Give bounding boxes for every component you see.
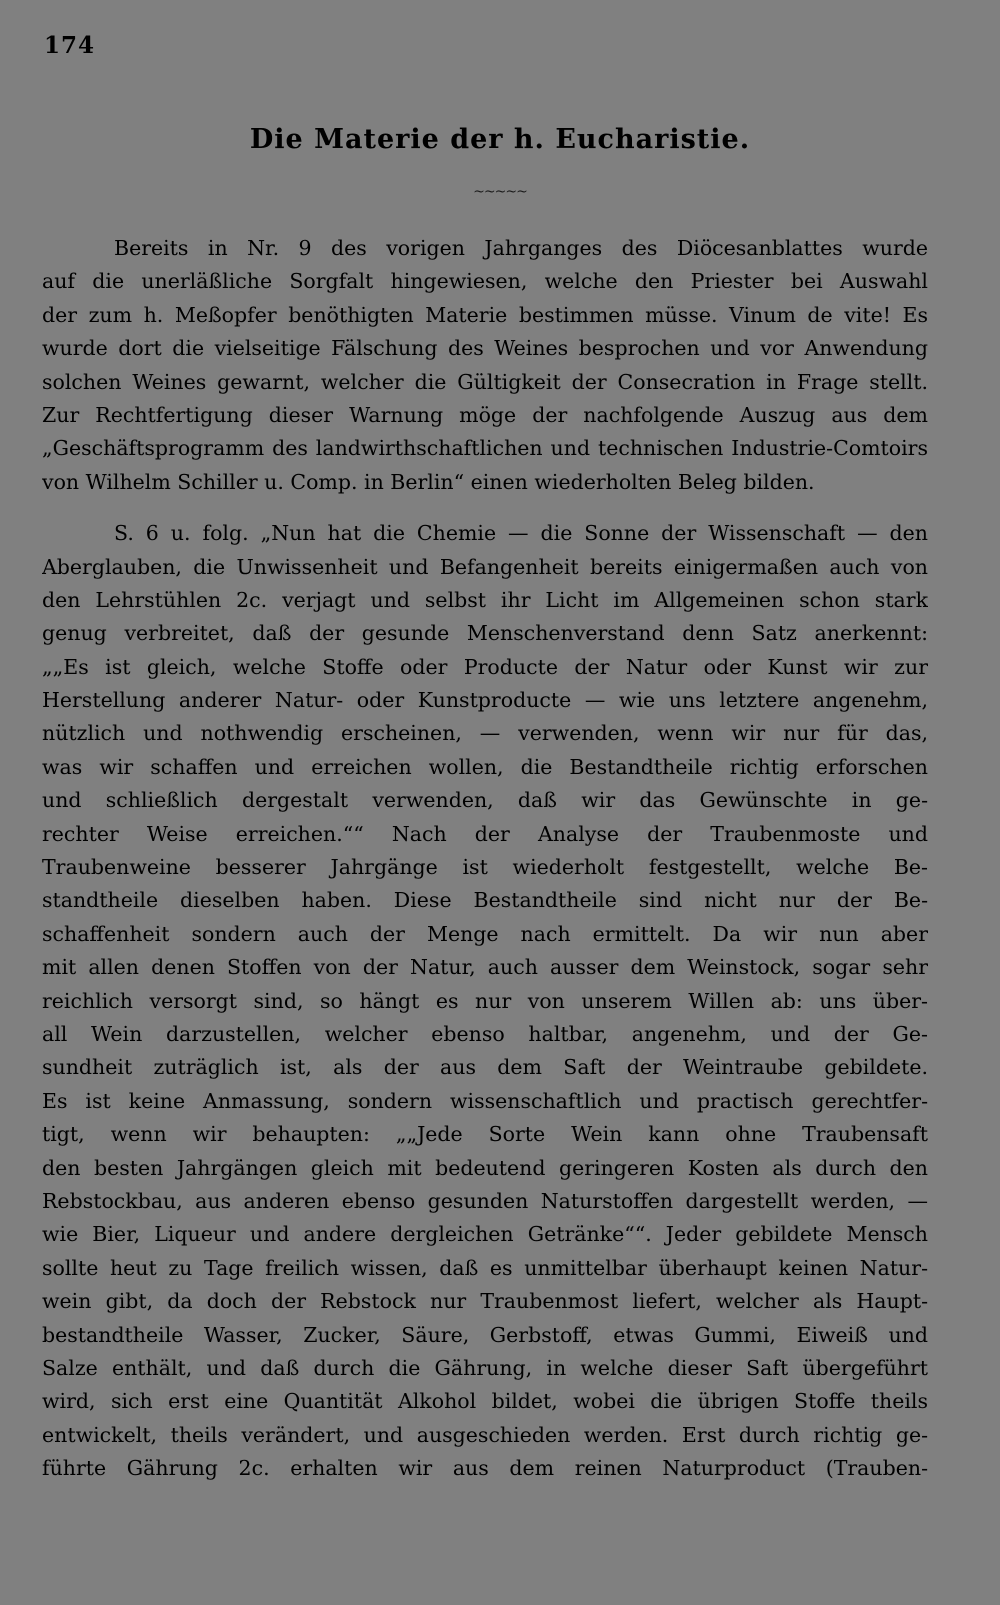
text-line: was wir schaffen und erreichen wollen, die Bestandtheile richtig erforschen bbox=[42, 754, 928, 779]
text-line: auf die unerläßliche Sorgfalt hingewiesen, welche den Priester bei Auswahl bbox=[42, 269, 928, 294]
text-line: wurde dort die vielseitige Fälschung des Weines besprochen und vor Anwendung bbox=[42, 336, 928, 361]
text-line: Salze enthält, und daß durch die Gährung, in welche dieser Saft übergeführt bbox=[42, 1355, 928, 1380]
text-line: entwickelt, theils verändert, und ausgeschieden werden. Erst durch richtig ge- bbox=[42, 1422, 928, 1447]
text-line: tigt, wenn wir behaupten: „„Jede Sorte Wein kann ohne Traubensaft bbox=[42, 1122, 928, 1147]
body-text bbox=[42, 232, 928, 1485]
text-line: „Geschäftsprogramm des landwirthschaftlichen und technischen Industrie-Comtoirs bbox=[42, 436, 928, 461]
text-line: sollte heut zu Tage freilich wissen, daß es unmittelbar überhaupt keinen Natur- bbox=[42, 1255, 928, 1280]
text-line: wie Bier, Liqueur und andere dergleichen Getränke““. Jeder gebildete Mensch bbox=[42, 1222, 928, 1247]
title-ornament: ~~~~~ bbox=[473, 184, 527, 200]
text-line: sundheit zuträglich ist, als der aus dem Saft der Weintraube gebildete. bbox=[42, 1055, 928, 1080]
text-line: S. 6 u. folg. „Nun hat die Chemie — die Sonne der Wissenschaft — den bbox=[114, 521, 928, 546]
text-line: Rebstockbau, aus anderen ebenso gesunden Naturstoffen dargestellt werden, — bbox=[42, 1188, 928, 1213]
text-line: standtheile dieselben haben. Diese Bestandtheile sind nicht nur der Be- bbox=[42, 888, 928, 913]
text-line: Bereits in Nr. 9 des vorigen Jahrganges des Diöcesanblattes wurde bbox=[114, 236, 928, 260]
paragraph-2 bbox=[42, 517, 928, 1485]
text-line: Herstellung anderer Natur- oder Kunstproducte — wie uns letztere angenehm, bbox=[42, 688, 928, 713]
text-line: wein gibt, da doch der Rebstock nur Traubenmost liefert, welcher als Haupt- bbox=[42, 1289, 928, 1314]
paragraph-gap bbox=[42, 499, 928, 517]
text-line: von Wilhelm Schiller u. Comp. in Berlin“ einen wiederholten Beleg bilden. bbox=[42, 469, 815, 494]
text-line: „„Es ist gleich, welche Stoffe oder Producte der Natur oder Kunst wir zur bbox=[42, 654, 928, 679]
text-line: den Lehrstühlen 2c. verjagt und selbst ihr Licht im Allgemeinen schon stark bbox=[42, 587, 928, 612]
text-line: bestandtheile Wasser, Zucker, Säure, Gerbstoff, etwas Gummi, Eiweiß und bbox=[42, 1322, 928, 1347]
text-line: und schließlich dergestalt verwenden, daß wir das Gewünschte in ge- bbox=[42, 788, 928, 813]
text-line: solchen Weines gewarnt, welcher die Gültigkeit der Consecration in Frage stellt. bbox=[42, 369, 928, 394]
text-line: der zum h. Meßopfer benöthigten Materie bestimmen müsse. Vinum de vite! Es bbox=[42, 302, 928, 327]
text-line: reichlich versorgt sind, so hängt es nur von unserem Willen ab: uns über- bbox=[42, 988, 928, 1013]
text-line: rechter Weise erreichen.““ Nach der Analyse der Traubenmoste und bbox=[42, 821, 928, 846]
text-line: führte Gährung 2c. erhalten wir aus dem reinen Naturproduct (Trauben- bbox=[42, 1456, 928, 1481]
page-title: Die Materie der h. Eucharistie. bbox=[249, 124, 751, 155]
text-line: all Wein darzustellen, welcher ebenso haltbar, angenehm, und der Ge- bbox=[42, 1021, 928, 1046]
text-line: mit allen denen Stoffen von der Natur, auch ausser dem Weinstock, sogar sehr bbox=[42, 955, 928, 980]
text-line: Zur Rechtfertigung dieser Warnung möge der nachfolgende Auszug aus dem bbox=[42, 402, 928, 427]
text-line: schaffenheit sondern auch der Menge nach ermittelt. Da wir nun aber bbox=[42, 921, 928, 946]
text-line: wird, sich erst eine Quantität Alkohol bildet, wobei die übrigen Stoffe theils bbox=[42, 1389, 928, 1414]
text-line: nützlich und nothwendig erscheinen, — verwenden, wenn wir nur für das, bbox=[42, 721, 928, 746]
paragraph-1 bbox=[42, 232, 928, 499]
text-line: Aberglauben, die Unwissenheit und Befangenheit bereits einigermaßen auch von bbox=[42, 554, 928, 579]
text-line: genug verbreitet, daß der gesunde Menschenverstand denn Satz anerkennt: bbox=[42, 621, 928, 646]
page-number: 174 bbox=[44, 32, 96, 59]
text-line: den besten Jahrgängen gleich mit bedeutend geringeren Kosten als durch den bbox=[42, 1155, 928, 1180]
text-line: Es ist keine Anmassung, sondern wissenschaftlich und practisch gerechtfer- bbox=[42, 1088, 928, 1113]
text-line: Traubenweine besserer Jahrgänge ist wiederholt festgestellt, welche Be- bbox=[42, 855, 928, 880]
